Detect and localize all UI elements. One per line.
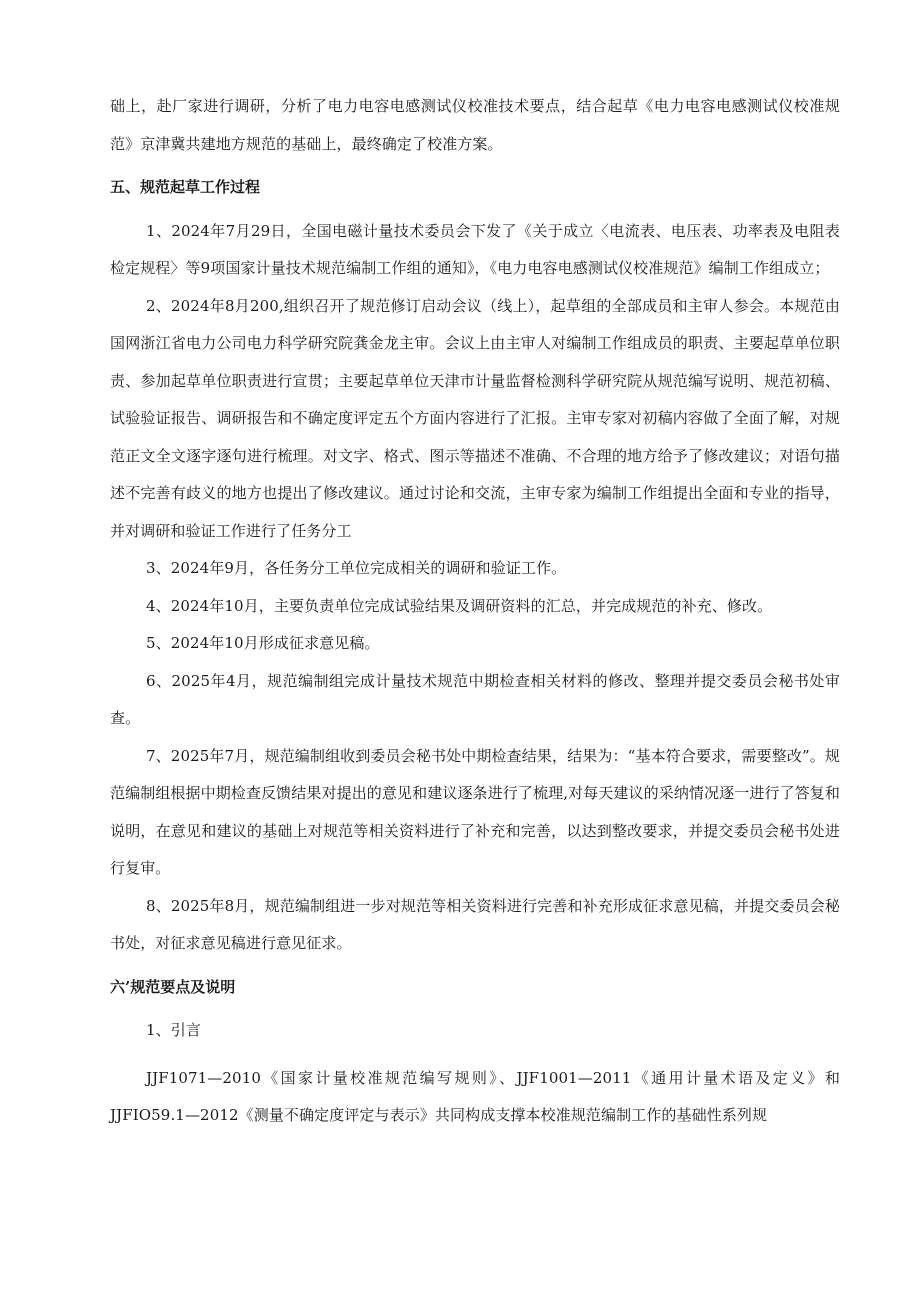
- intro-paragraph: JJF1071—2010《国家计量校准规范编写规则》、JJF1001—2011《通用计量术语及定义》和JJFIO59.1—2012《测量不确定度评定与表示》共同构成支撑本校准规范编制工作的基础性系列规: [110, 1068, 840, 1124]
- step-5: 5、2024年10月形成征求意见稿。: [146, 634, 380, 652]
- paragraph-continuation: 础上，赴厂家进行调研，分析了电力电容电感测试仪校准技术要点，结合起草《电力电容电感测试仪校准规范》京津冀共建地方规范的基础上，最终确定了校准方案。: [110, 97, 840, 153]
- step-3: 3、2024年9月，各任务分工单位完成相关的调研和验证工作。: [146, 559, 567, 577]
- step-6: 6、2025年4月，规范编制组完成计量技术规范中期检查相关材料的修改、整理并提交委员会秘书处审查。: [110, 671, 840, 727]
- step-4: 4、2024年10月，主要负责单位完成试验结果及调研资料的汇总，并完成规范的补充、修改。: [146, 596, 773, 615]
- subsection-heading-intro: 1、引言: [146, 1021, 201, 1039]
- step-7: 7、2025年7月，规范编制组收到委员会秘书处中期检查结果，结果为：“基本符合要求，需要整改”。规范编制组根据中期检查反馈结果对提出的意见和建议逐条进行了梳理,对每天建议的采纳情况逐一进行了答复和说明，在意见和建议的基础上对规范等相关资料进行了补充和完善，以达到整改要求，并提交委员会秘书处进行复审。: [110, 746, 840, 877]
- step-8: 8、2025年8月，规范编制组进一步对规范等相关资料进行完善和补充形成征求意见稿，并提交委员会秘书处，对征求意见稿进行意见征求。: [110, 896, 840, 952]
- document-page: [110, 88, 840, 1135]
- step-1: 1、2024年7月29日，全国电磁计量技术委员会下发了《关于成立〈电流表、电压表、功率表及电阻表检定规程〉等9项国家计量技术规范编制工作组的通知》，《电力电容电感测试仪校准规范》编制工作组成立；: [110, 221, 840, 277]
- section-heading-5: 五、规范起草工作过程: [110, 178, 261, 196]
- step-2: 2、2024年8月200,组织召开了规范修订启动会议（线上），起草组的全部成员和主审人参会。本规范由国网浙江省电力公司电力科学研究院龚金龙主审。会议上由主审人对编制工作组成员的职责、主要起草单位职责、参加起草单位职责进行宣贯；主要起草单位天津市计量监督检测科学研究院从规范编写说明、规范初稿、试验验证报告、调研报告和不确定度评定五个方面内容进行了汇报。主审专家对初稿内容做了全面了解，对规范正文全文逐字逐句进行梳理。对文字、格式、图示等描述不准确、不合理的地方给予了修改建议；对语句描述不完善有歧义的地方也提出了修改建议。通过讨论和交流，主审专家为编制工作组提出全面和专业的指导，并对调研和验证工作进行了任务分工: [110, 296, 840, 540]
- section-heading-6: 六’规范要点及说明: [110, 977, 236, 996]
